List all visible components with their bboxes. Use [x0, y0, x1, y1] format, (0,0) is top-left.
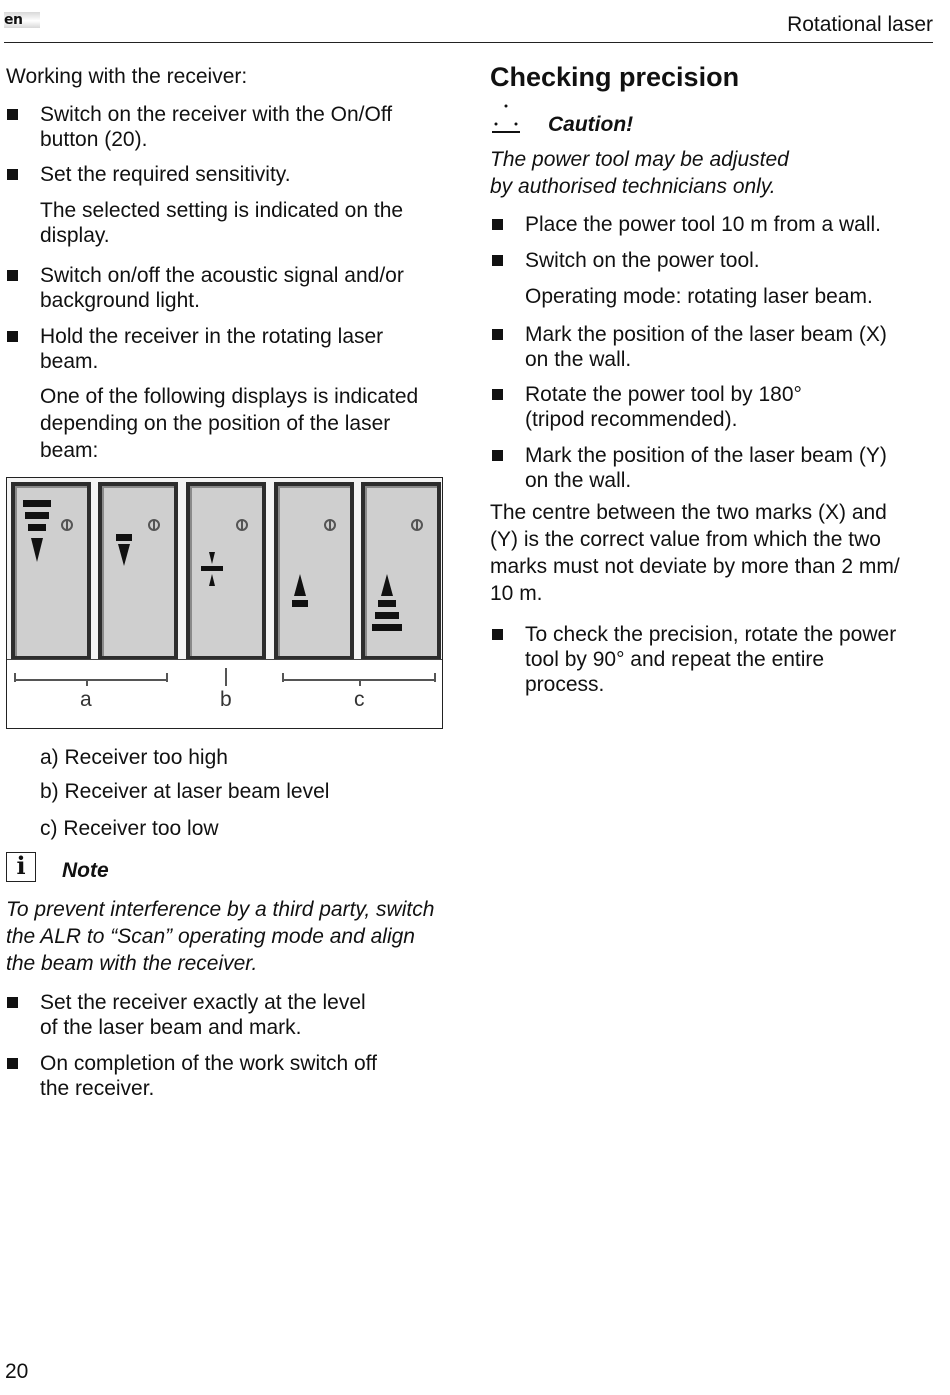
section-heading: Checking precision	[490, 62, 740, 92]
step-note: One of the following displays is indicated depending on the position of the laser beam:	[40, 385, 419, 462]
legend-item-c: c) Receiver too low	[40, 817, 219, 840]
display-panel-level	[186, 482, 266, 660]
caution-title: Caution!	[548, 113, 634, 136]
arrow-down-small-icon	[102, 486, 174, 656]
display-panel-slightly-high	[98, 482, 178, 660]
bullet-square-icon	[7, 109, 18, 120]
bullet-square-icon	[492, 389, 503, 400]
display-panel-too-low	[361, 482, 441, 660]
caution-text: The power tool may be adjusted by authorised technicians only.	[490, 148, 789, 198]
list-item: Rotate the power tool by 180° (tripod recommended).	[525, 382, 802, 432]
intro-text: Working with the receiver:	[6, 65, 248, 88]
bullet-square-icon	[492, 219, 503, 230]
list-item: Place the power tool 10 m from a wall.	[525, 212, 881, 237]
figure-label-a: a	[80, 688, 92, 711]
list-item: Mark the position of the laser beam (Y) on the wall.	[525, 443, 887, 493]
step-note: The selected setting is indicated on the display.	[40, 199, 404, 247]
bullet-square-icon	[492, 255, 503, 266]
note-title: Note	[62, 859, 109, 882]
arrow-up-large-icon	[365, 486, 437, 656]
bullet-square-icon	[492, 450, 503, 461]
warning-icon	[490, 102, 522, 134]
figure-label-b: b	[220, 688, 232, 711]
legend-item-b: b) Receiver at laser beam level	[40, 780, 330, 803]
arrow-down-large-icon	[15, 486, 87, 656]
list-item: Switch on the power tool.	[525, 248, 760, 273]
header-divider	[4, 42, 933, 43]
centre-paragraph: The centre between the two marks (X) and (Y) is the correct value from which the two marks must not deviate by more than 2 mm/ 10 m.	[490, 501, 900, 605]
page-number: 20	[5, 1360, 29, 1383]
bullet-square-icon	[7, 331, 18, 342]
header-title: Rotational laser	[787, 13, 933, 36]
figure-label-c: c	[354, 688, 365, 711]
list-item: Mark the position of the laser beam (X) on the wall.	[525, 322, 887, 372]
list-item: To check the precision, rotate the power tool by 90° and repeat the entire process.	[525, 622, 896, 697]
language-badge: en	[4, 12, 40, 28]
bullet-square-icon	[7, 169, 18, 180]
bullet-square-icon	[7, 997, 18, 1008]
list-item: Switch on the receiver with the On/Off button (20).	[40, 102, 392, 152]
step-note: Operating mode: rotating laser beam.	[525, 285, 873, 308]
list-item: Hold the receiver in the rotating laser beam.	[40, 324, 383, 374]
list-item: Set the required sensitivity.	[40, 162, 291, 187]
display-panel-too-high	[11, 482, 91, 660]
bullet-square-icon	[7, 1058, 18, 1069]
list-item: Set the receiver exactly at the level of the laser beam and mark.	[40, 990, 366, 1040]
bullet-square-icon	[7, 270, 18, 281]
list-item: On completion of the work switch off the receiver.	[40, 1051, 377, 1101]
legend-item-a: a) Receiver too high	[40, 746, 228, 769]
receiver-display-figure	[6, 477, 443, 729]
display-panel-slightly-low	[274, 482, 354, 660]
list-item: Switch on/off the acoustic signal and/or background light.	[40, 263, 404, 313]
info-icon: i	[6, 852, 36, 882]
note-text: To prevent interference by a third party, switch the ALR to “Scan” operating mode and align the beam with the receiver.	[6, 898, 435, 975]
bullet-square-icon	[492, 629, 503, 640]
bullet-square-icon	[492, 329, 503, 340]
arrow-up-small-icon	[278, 486, 350, 656]
figure-legend-strip	[7, 659, 442, 728]
level-mark-icon	[190, 486, 262, 656]
